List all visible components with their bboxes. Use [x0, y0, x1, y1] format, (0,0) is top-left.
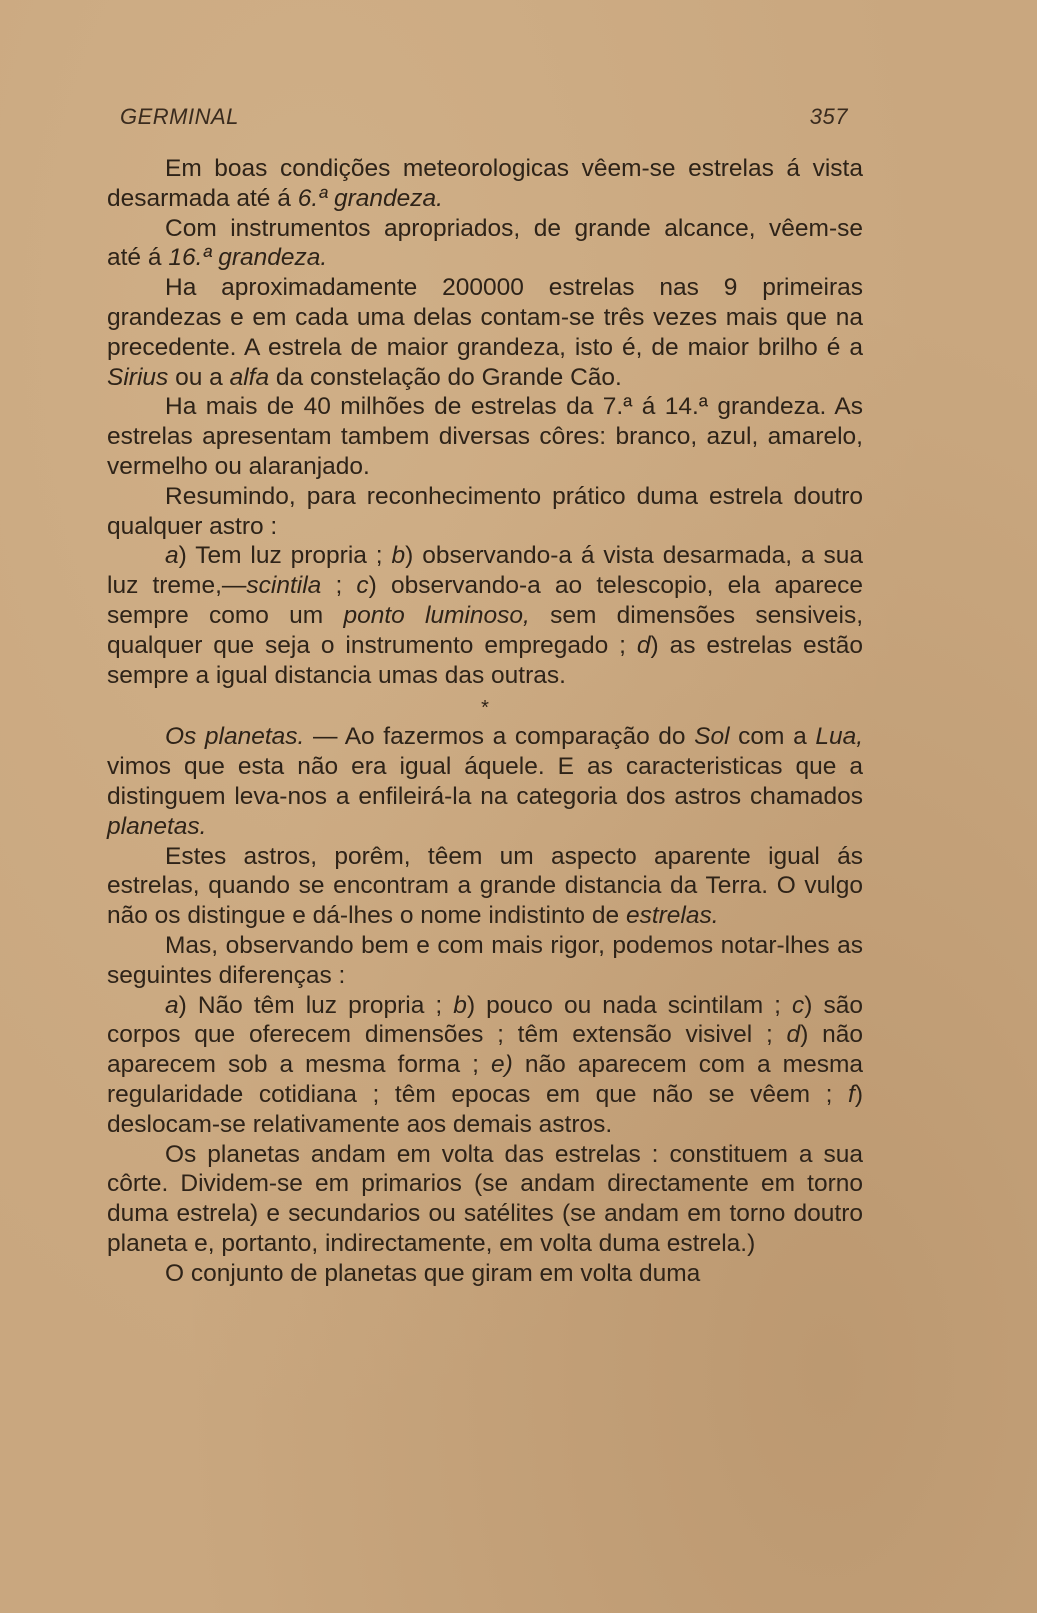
text-run: Com instrumentos apropriados, de grande alcance, vêem-se até á: [107, 214, 863, 272]
text-run: ) Tem luz propria ;: [178, 542, 392, 570]
italic-text: Sirius: [107, 363, 169, 391]
paragraph-p5: [107, 482, 863, 542]
text-run: da constelação do Grande Cão.: [269, 363, 622, 391]
italic-text: d: [636, 631, 651, 659]
italic-text: a: [165, 991, 179, 1019]
italic-text: c: [792, 991, 805, 1019]
text-run: com a: [729, 723, 816, 751]
text-run: não aparecem com a mesma regularidade cotidiana ; têm epocas em que não se vêem ;: [107, 1051, 863, 1108]
text-run: ) Não têm luz propria ;: [178, 991, 454, 1019]
paragraph-p4: [107, 392, 863, 481]
italic-text: ponto luminoso,: [343, 601, 530, 629]
body-text: [107, 154, 863, 1288]
text-run: Os planetas andam em volta das estrelas : constituem a sua côrte. Dividem-se em primarios (se andam directamente em torno duma estrela) e secundarios ou satélites (se andam em torno doutro planeta e, portanto, indirectamente, em volta duma estrela.): [107, 1140, 863, 1257]
italic-text: c: [356, 572, 369, 600]
text-run: Mas, observando bem e com mais rigor, podemos notar-lhes as seguintes diferenças :: [107, 931, 863, 989]
italic-text: Lua,: [815, 723, 863, 751]
text-run: Estes astros, porêm, têem um aspecto aparente igual ás estrelas, quando se encontram a grande distancia da Terra. O vulgo não os distingue e dá-lhes o nome indistinto de: [107, 842, 863, 930]
text-run: ) observando-a á vista desarmada, a sua luz treme,—: [107, 542, 863, 600]
italic-text: 16.ª grandeza.: [168, 244, 328, 272]
text-run: Ha mais de 40 milhões de estrelas da 7.ª á 14.ª grandeza. As estrelas apresentam tambem diversas côres: branco, azul, amarelo, vermelho ou alaranjado.: [107, 393, 863, 480]
text-run: sem dimensões sensiveis, qualquer que seja o instrumento empregado ;: [107, 601, 863, 659]
text-run: ou a: [168, 363, 230, 391]
section-separator: *: [481, 697, 489, 720]
text-run: ) deslocam-se relativamente aos demais astros.: [107, 1080, 863, 1138]
paragraph-p6: [107, 541, 863, 690]
italic-text: d: [786, 1021, 801, 1049]
text-run: Ha aproximadamente 200000 estrelas nas 9 primeiras grandezas e em cada uma delas contam-se três vezes mais que na precedente. A estrela de maior grandeza, isto é, de maior brilho é a: [107, 274, 863, 361]
paragraph-p3: [107, 273, 863, 392]
italic-text: alfa: [229, 363, 270, 391]
italic-text: b: [391, 542, 406, 570]
text-run: ) as estrelas estão sempre a igual distancia umas das outras.: [107, 631, 863, 689]
running-header: [120, 104, 848, 136]
italic-text: b: [453, 991, 467, 1019]
text-run: ) são corpos que oferecem dimensões ; têm extensão visivel ;: [107, 991, 863, 1049]
paragraph-p11: [107, 1140, 863, 1259]
italic-text: e): [491, 1051, 513, 1079]
text-run: — Ao fazermos a comparação do: [304, 723, 695, 751]
italic-text: planetas.: [107, 812, 207, 840]
text-run: O conjunto de planetas que giram em volta duma: [165, 1259, 701, 1287]
italic-text: a: [165, 542, 179, 570]
page-number: 357: [809, 104, 848, 129]
text-run: ) pouco ou nada scintilam ;: [466, 991, 793, 1019]
paragraph-p7: [107, 722, 863, 841]
text-run: ) observando-a ao telescopio, ela aparece sempre como um: [107, 572, 863, 629]
text-run: Em boas condições meteorologicas vêem-se estrelas á vista desarmada até á: [107, 155, 863, 212]
text-run: vimos que esta não era igual áquele. E as caracteristicas que a distinguem leva-nos a enfileirá-la na categoria dos astros chamados: [107, 753, 863, 810]
italic-text: Sol: [694, 723, 730, 751]
running-title: GERMINAL: [120, 104, 239, 129]
paragraph-p1: [107, 154, 863, 214]
paragraph-p8: [107, 842, 863, 931]
italic-text: 6.ª grandeza.: [297, 184, 443, 212]
paragraph-p10: [107, 991, 863, 1140]
paragraph-p2: [107, 214, 863, 274]
italic-text: Os planetas.: [165, 723, 305, 751]
italic-text: f: [848, 1080, 855, 1108]
text-run: ) não aparecem sob a mesma forma ;: [107, 1021, 863, 1079]
paragraph-p9: [107, 931, 863, 991]
italic-text: scintila: [246, 572, 322, 600]
text-run: ;: [321, 572, 357, 600]
paragraph-p12: [107, 1259, 863, 1289]
italic-text: estrelas.: [625, 902, 719, 930]
text-run: Resumindo, para reconhecimento prático duma estrela doutro qualquer astro :: [107, 482, 863, 540]
